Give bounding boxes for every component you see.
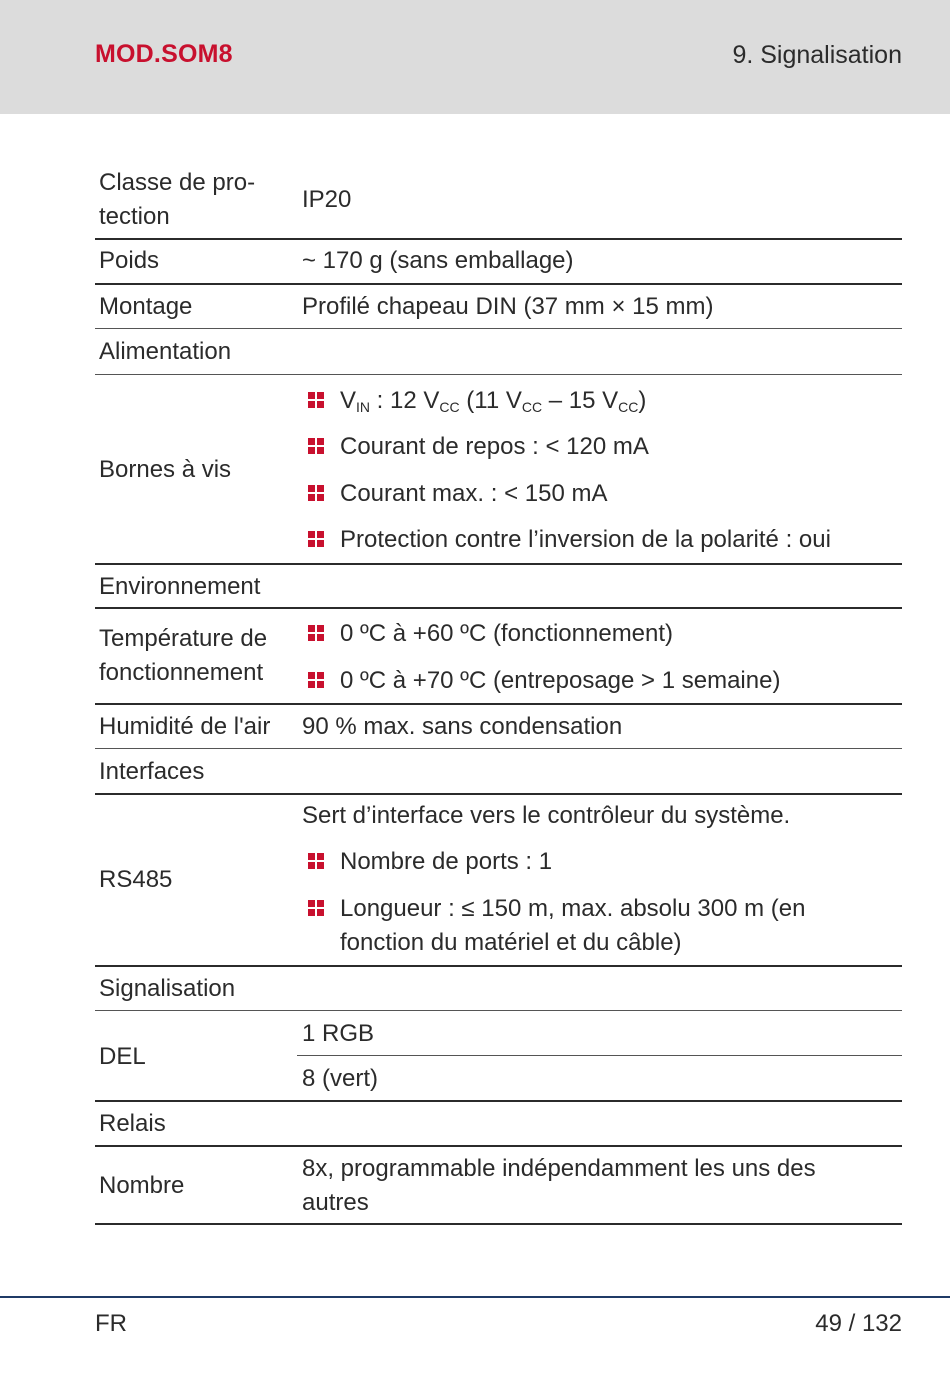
bullet-icon [308, 485, 324, 501]
bornes-item: Protection contre l’inversion de la polarité : oui [340, 526, 831, 553]
row-divider [95, 748, 902, 749]
page-header [0, 0, 950, 114]
row-divider [95, 703, 902, 705]
row-divider [95, 1223, 902, 1225]
row-divider [95, 328, 902, 329]
section-label-signalisation: Signalisation [99, 975, 236, 1002]
bornes-item: Courant max. : < 150 mA [340, 480, 608, 507]
row-value-montage: Profilé chapeau DIN (37 mm × 15 mm) [302, 293, 714, 320]
bullet-icon [308, 531, 324, 547]
row-divider [297, 1055, 902, 1056]
bullet-icon [308, 625, 324, 641]
rs485-longueur-2: fonction du matériel et du câble) [340, 929, 682, 956]
row-divider [95, 1145, 902, 1147]
row-divider [95, 965, 902, 967]
row-label-classe-1: Classe de pro- [99, 169, 256, 196]
row-label-poids: Poids [99, 247, 160, 274]
footer-divider [0, 1296, 950, 1298]
rs485-ports: Nombre de ports : 1 [340, 848, 553, 875]
bornes-vin: $V_{IN}$ : 12 $V_{CC}$ (11 $V_{CC} - 15$ $V_{CC}$) [340, 387, 647, 415]
bullet-icon [308, 438, 324, 454]
row-divider [95, 563, 902, 565]
row-value-humidite: 90 % max. sans condensation [302, 713, 623, 740]
section-label-environnement: Environnement [99, 573, 261, 600]
bullet-icon [308, 392, 324, 408]
row-label-nombre: Nombre [99, 1172, 185, 1199]
row-value-poids: ~ 170 g (sans emballage) [302, 247, 574, 274]
row-divider [95, 238, 902, 240]
row-label-humidite: Humidité de l'air [99, 713, 271, 740]
temp-item: 0 ºC à +70 ºC (entreposage > 1 semaine) [340, 667, 781, 694]
row-label-montage: Montage [99, 293, 193, 320]
brand-title: MOD.SOM8 [95, 40, 233, 68]
temp-item: 0 ºC à +60 ºC (fonctionnement) [340, 620, 674, 647]
row-value-nombre-2: autres [302, 1189, 369, 1216]
section-label-relais: Relais [99, 1110, 166, 1137]
section-label-alimentation: Alimentation [99, 338, 232, 365]
bullet-icon [308, 672, 324, 688]
row-label-bornes: Bornes à vis [99, 456, 232, 483]
footer-language: FR [95, 1310, 127, 1337]
section-title: 9. Signalisation [732, 41, 902, 69]
bullet-icon [308, 900, 324, 916]
rs485-longueur-1: Longueur : ≤ 150 m, max. absolu 300 m (en [340, 895, 806, 922]
row-value-del-1: 1 RGB [302, 1020, 375, 1047]
page-number: 49 / 132 [815, 1310, 902, 1337]
bullet-icon [308, 853, 324, 869]
row-divider [95, 374, 902, 375]
row-label-temp-2: fonctionnement [99, 659, 264, 686]
row-divider [95, 283, 902, 285]
row-label-classe-2: tection [99, 203, 170, 230]
section-label-interfaces: Interfaces [99, 758, 205, 785]
row-value-del-2: 8 (vert) [302, 1065, 379, 1092]
row-value-nombre-1: 8x, programmable indépendamment les uns des [302, 1155, 816, 1182]
row-label-rs485: RS485 [99, 866, 173, 893]
rs485-intro: Sert d’interface vers le contrôleur du système. [302, 802, 791, 829]
row-label-temp-1: Température de [99, 625, 268, 652]
row-value-classe: IP20 [302, 186, 352, 213]
row-label-del: DEL [99, 1043, 146, 1070]
row-divider [95, 607, 902, 609]
bornes-item: Courant de repos : < 120 mA [340, 433, 649, 460]
row-divider [95, 793, 902, 795]
row-divider [95, 1010, 902, 1011]
row-divider [95, 1100, 902, 1102]
